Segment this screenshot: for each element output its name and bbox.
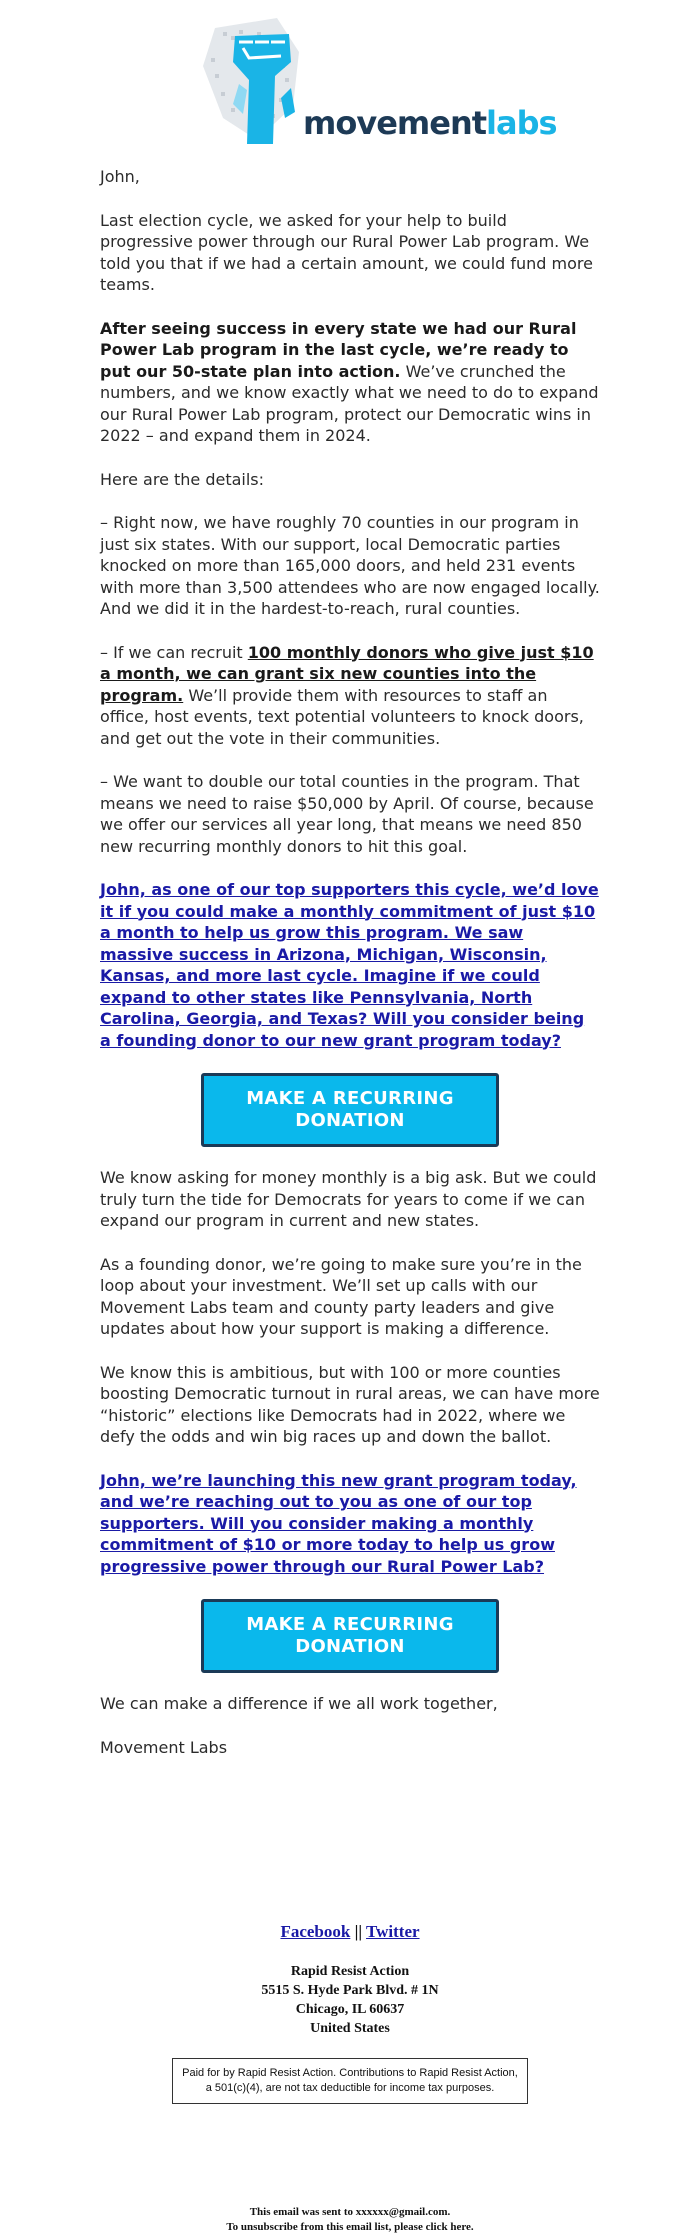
greeting: John, <box>100 167 140 186</box>
signature: Movement Labs <box>100 1737 228 1757</box>
paragraph-founding-donor: As a founding donor, we’re going to make sure you’re in the loop about your investment. We’ll set up calls with our Movement Labs team and county party leaders and give updates about how your support is making a difference. <box>100 1254 582 1338</box>
mailing-address <box>0 1962 700 2038</box>
org-name: Rapid Resist Action <box>290 1964 410 1979</box>
paragraph-recruit-underline: 100 monthly donors who give just $10 a month, we can grant six new counties into the program. <box>100 642 594 705</box>
twitter-link[interactable]: Twitter <box>366 1922 420 1941</box>
paragraph-ambitious: We know this is ambitious, but with 100 or more counties boosting Democratic turnout in rural areas, we can have more “historic” elections like Democrats had in 2022, where we defy the odds and win big races up and down the ballot. <box>100 1362 600 1446</box>
recurring-donation-button-1[interactable]: MAKE A RECURRING DONATION <box>201 1073 499 1147</box>
movement-labs-logo <box>195 18 557 150</box>
sent-to-line: This email was sent to xxxxxx@gmail.com. <box>249 2206 451 2218</box>
paragraph-recruit-rest: We’ll provide them with resources to staff an office, host events, text potential volunteers to knock doors, and get out the vote in their communities. <box>100 685 584 748</box>
country: United States <box>310 2021 390 2036</box>
paragraph-plan-bold: After seeing success in every state we had our Rural Power Lab program in the last cycle, we’re ready to put our 50-state plan into action. <box>100 318 577 381</box>
facebook-link[interactable]: Facebook <box>280 1922 351 1941</box>
paragraph-plan-rest: We’ve crunched the numbers, and we know exactly what we need to do to expand our Rural Power Lab program, protect our Democratic wins in 2022 – and expand them in 2024. <box>100 361 599 445</box>
donation-ask-link-2[interactable]: John, we’re launching this new grant program today, and we’re reaching out to you as one of our top supporters. Will you consider making a monthly commitment of $10 or more today to help us grow progressive power through our Rural Power Lab? <box>100 1470 577 1576</box>
paragraph-plan <box>100 318 600 447</box>
paragraph-recruit-start: – If we can recruit <box>100 642 248 662</box>
street-address: 5515 S. Hyde Park Blvd. # 1N <box>261 1983 439 1998</box>
logo-wordmark-movement: movement <box>303 104 487 142</box>
paragraph-details-heading: Here are the details: <box>100 469 265 489</box>
unsubscribe-notice <box>0 2205 700 2235</box>
paragraph-recruit <box>100 642 600 750</box>
social-links <box>0 1922 700 1942</box>
email-body <box>100 166 600 1780</box>
paragraph-intro: Last election cycle, we asked for your help to build progressive power through our Rural Power Lab program. We told you that if we had a certain amount, we could fund more teams. <box>100 210 593 294</box>
paragraph-current-counties: – Right now, we have roughly 70 counties in our program in just six states. With our support, local Democratic parties knocked on more than 165,000 doors, and held 231 events with more than 3,500 attendees who are now engaged locally. And we did it in the hardest-to-reach, rural counties. <box>100 513 600 618</box>
paragraph-big-ask: We know asking for money monthly is a big ask. But we could truly turn the tide for Democrats for years to come if we can expand our program in current and new states. <box>100 1168 597 1230</box>
paid-for-disclaimer: Paid for by Rapid Resist Action. Contributions to Rapid Resist Action, a 501(c)(4), are not tax deductible for income tax purposes. <box>172 2058 528 2104</box>
closing-line: We can make a difference if we all work together, <box>100 1694 498 1713</box>
donation-ask-link-1[interactable]: John, as one of our top supporters this cycle, we’d love it if you could make a monthly commitment of just $10 a month to help us grow this program. We saw massive success in Arizona, Michigan, Wisconsin, Kansas, and more last cycle. Imagine if we could expand to other states like Pennsylvania, North Carolina, Georgia, and Texas? Will you consider being a founding donor to our new grant program today? <box>100 880 599 1050</box>
recurring-donation-button-2[interactable]: MAKE A RECURRING DONATION <box>201 1599 499 1673</box>
social-separator: || <box>354 1922 363 1941</box>
paragraph-goal: – We want to double our total counties in the program. That means we need to raise $50,000 by April. Of course, because we offer our services all year long, that means we need 850 new recurring monthly donors to hit this goal. <box>100 772 594 856</box>
logo-wordmark-labs: labs <box>486 104 557 142</box>
unsubscribe-link[interactable]: To unsubscribe from this email list, please click here. <box>226 2221 474 2233</box>
city-state-zip: Chicago, IL 60637 <box>295 2002 405 2017</box>
